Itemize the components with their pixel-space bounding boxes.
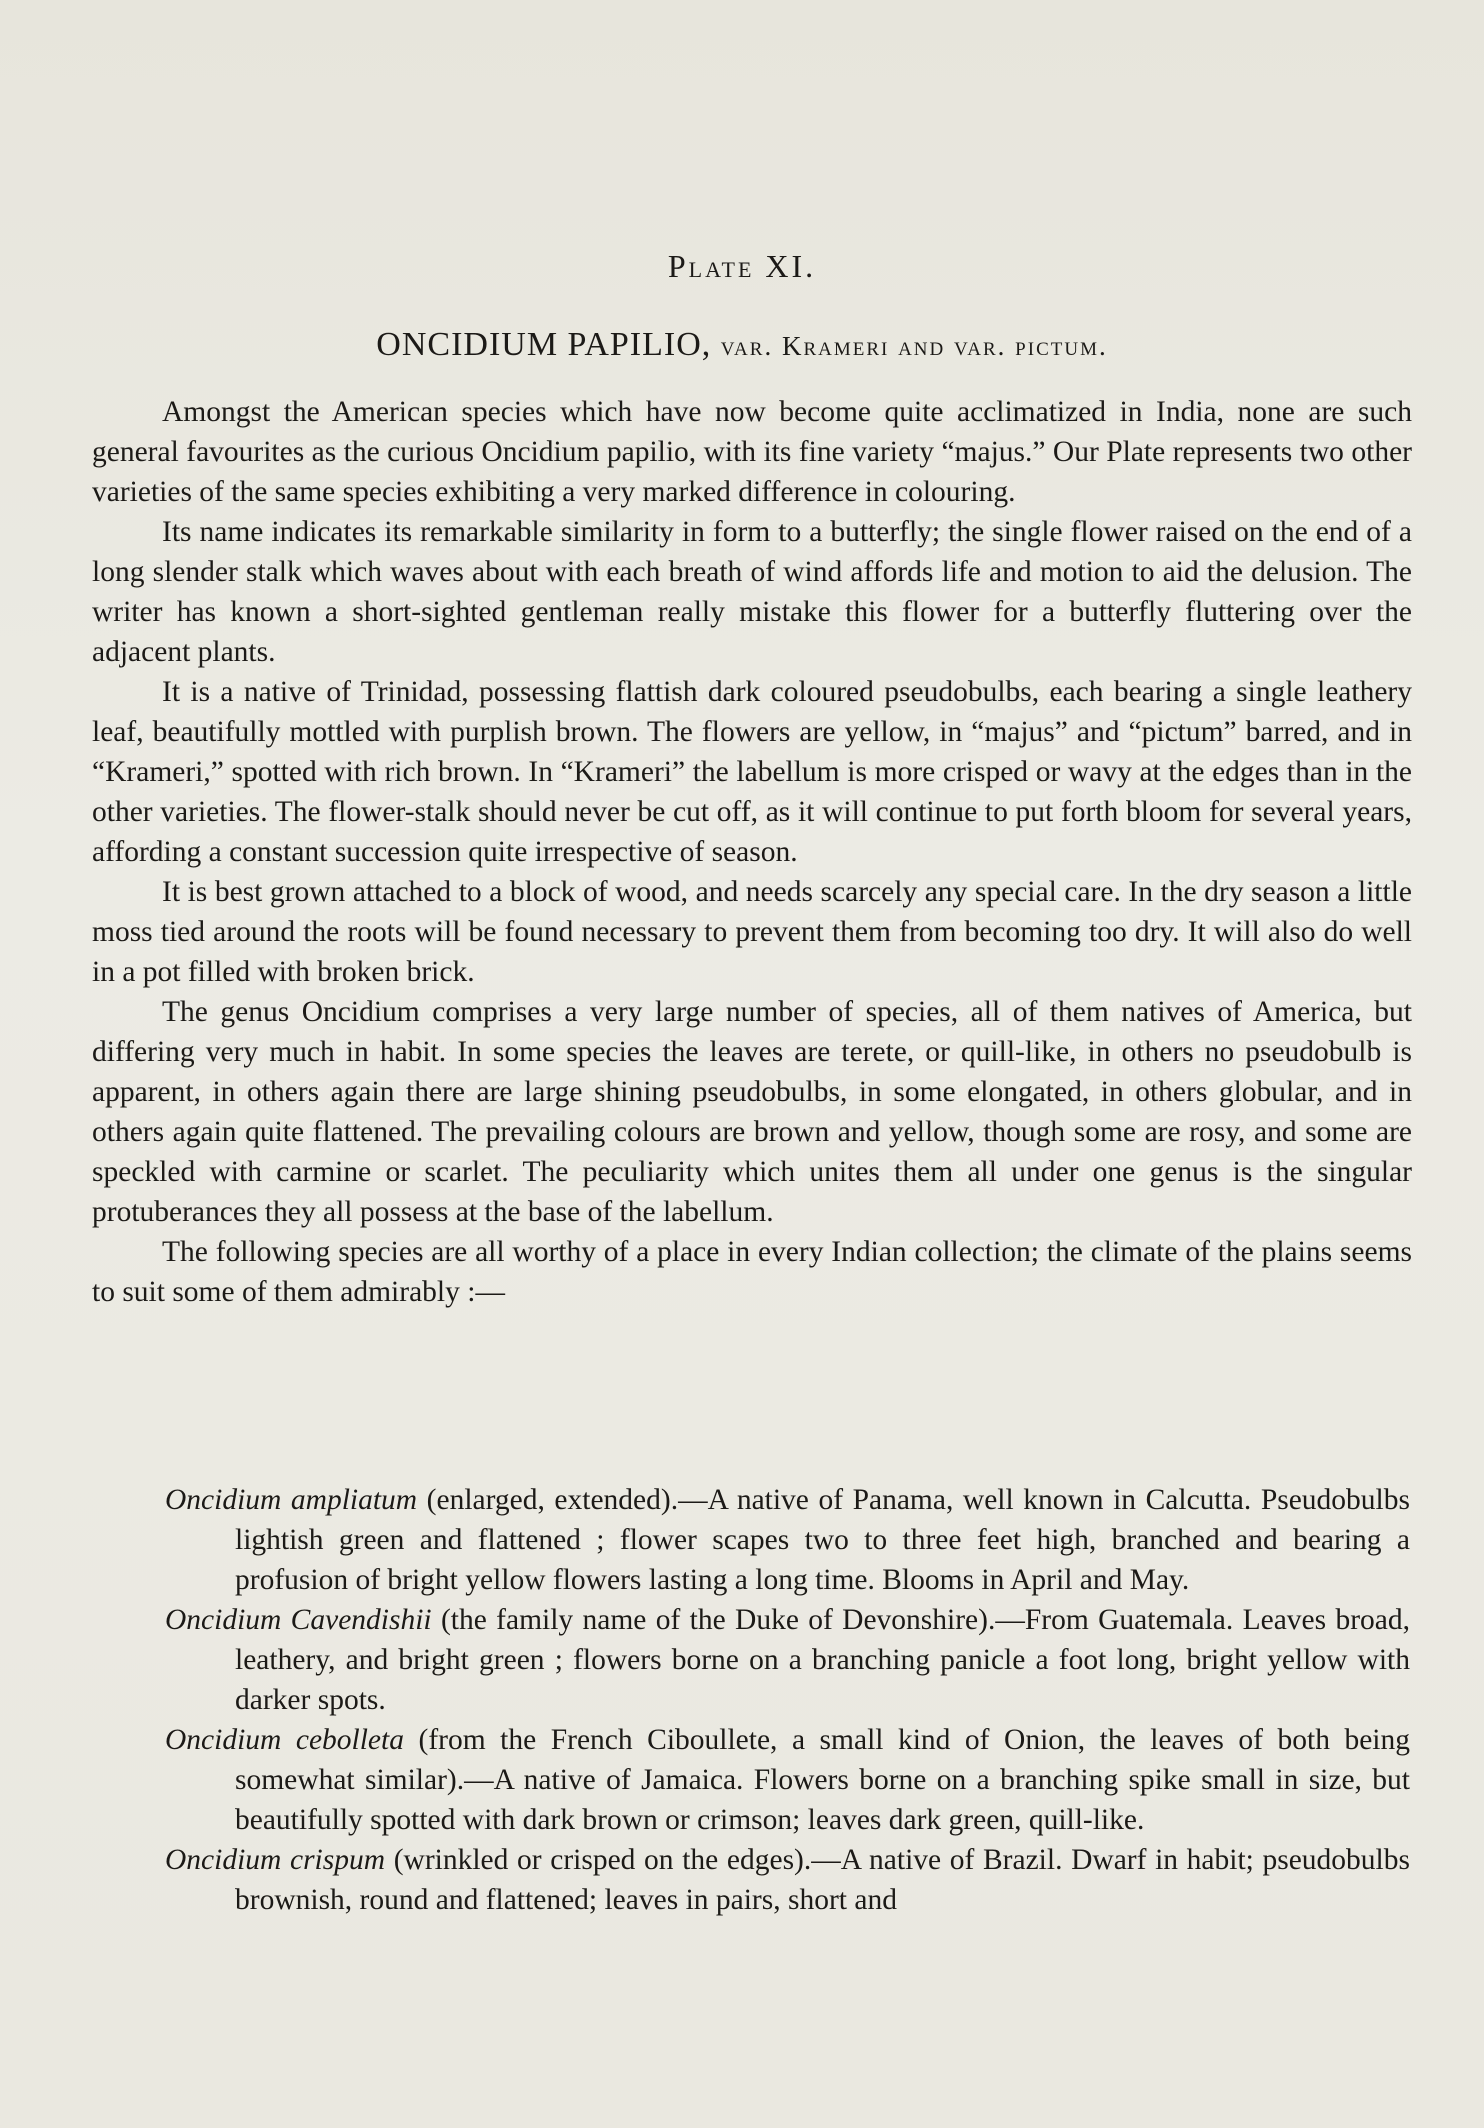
species-description: (the family name of the Duke of Devonshire).—From Guatemala. Leaves broad, leathery, and bright green ; flowers borne on a branching panicle a foot long, bright yellow with darker spots. xyxy=(235,1604,1411,1716)
plate-heading: Plate XI. xyxy=(667,248,817,284)
paragraph: It is a native of Trinidad, possessing flattish dark coloured pseudobulbs, each bearing a single leathery leaf, beautifully mottled with purplish brown. The flowers are yellow, in “majus” and “pictum” barred, and in “Krameri,” spotted with rich brown. In “Krameri” the labellum is more crisped or wavy at the edges than in the other varieties. The flower-stalk should never be cut off, as it will continue to put forth bloom for several years, affording a constant succession quite irrespective of season. xyxy=(92,676,1412,868)
species-entry xyxy=(165,1600,1410,1720)
species-entry xyxy=(165,1480,1410,1600)
species-name: Oncidium ampliatum xyxy=(165,1484,418,1516)
paragraph: The following species are all worthy of a place in every Indian collection; the climate of the plains seems to suit some of them admirably :— xyxy=(92,1236,1412,1308)
body-text xyxy=(92,392,1412,1312)
species-description: (enlarged, extended).—A native of Panama, well known in Calcutta. Pseudobulbs lightish green and flattened ; flower scapes two to three feet high, branched and bearing a profusion of bright yellow flowers lasting a long time. Blooms in April and May. xyxy=(235,1484,1410,1596)
page-title xyxy=(0,326,1484,364)
species-description: (wrinkled or crisped on the edges).—A native of Brazil. Dwarf in habit; pseudobulbs brownish, round and flattened; leaves in pairs, short and xyxy=(235,1844,1410,1916)
title-varieties: var. Krameri and var. pictum. xyxy=(720,331,1108,361)
paragraph: It is best grown attached to a block of wood, and needs scarcely any special care. In the dry season a little moss tied around the roots will be found necessary to prevent them from becoming too dry. It will also do well in a pot filled with broken brick. xyxy=(92,876,1412,988)
species-name: Oncidium cebolleta xyxy=(165,1724,404,1756)
paragraph: The genus Oncidium comprises a very large number of species, all of them natives of America, but differing very much in habit. In some species the leaves are terete, or quill-like, in others no pseudobulb is apparent, in others again there are large shining pseudobulbs, in some elongated, in others globular, and in others again quite flattened. The prevailing colours are brown and yellow, though some are rosy, and some are speckled with carmine or scarlet. The peculiarity which unites them all under one genus is the singular protuberances they all possess at the base of the labellum. xyxy=(92,996,1412,1228)
paragraph: Its name indicates its remarkable similarity in form to a butterfly; the single flower raised on the end of a long slender stalk which waves about with each breath of wind affords life and motion to aid the delusion. The writer has known a short-sighted gentleman really mistake this flower for a butterfly fluttering over the adjacent plants. xyxy=(92,516,1412,668)
species-entry xyxy=(165,1720,1410,1840)
species-entry xyxy=(165,1840,1410,1920)
title-main: ONCIDIUM PAPILIO, xyxy=(376,326,712,363)
species-description: (from the French Ciboullete, a small kind of Onion, the leaves of both being somewhat similar).—A native of Jamaica. Flowers borne on a branching spike small in size, but beautifully spotted with dark brown or crimson; leaves dark green, quill-like. xyxy=(235,1724,1410,1836)
species-name: Oncidium crispum xyxy=(165,1844,386,1876)
species-list xyxy=(165,1480,1410,1920)
paragraph: Amongst the American species which have now become quite acclimatized in India, none are such general favourites as the curious Oncidium papilio, with its fine variety “majus.” Our Plate represents two other varieties of the same species exhibiting a very marked difference in colouring. xyxy=(92,396,1412,508)
species-name: Oncidium Cavendishii xyxy=(165,1604,432,1636)
